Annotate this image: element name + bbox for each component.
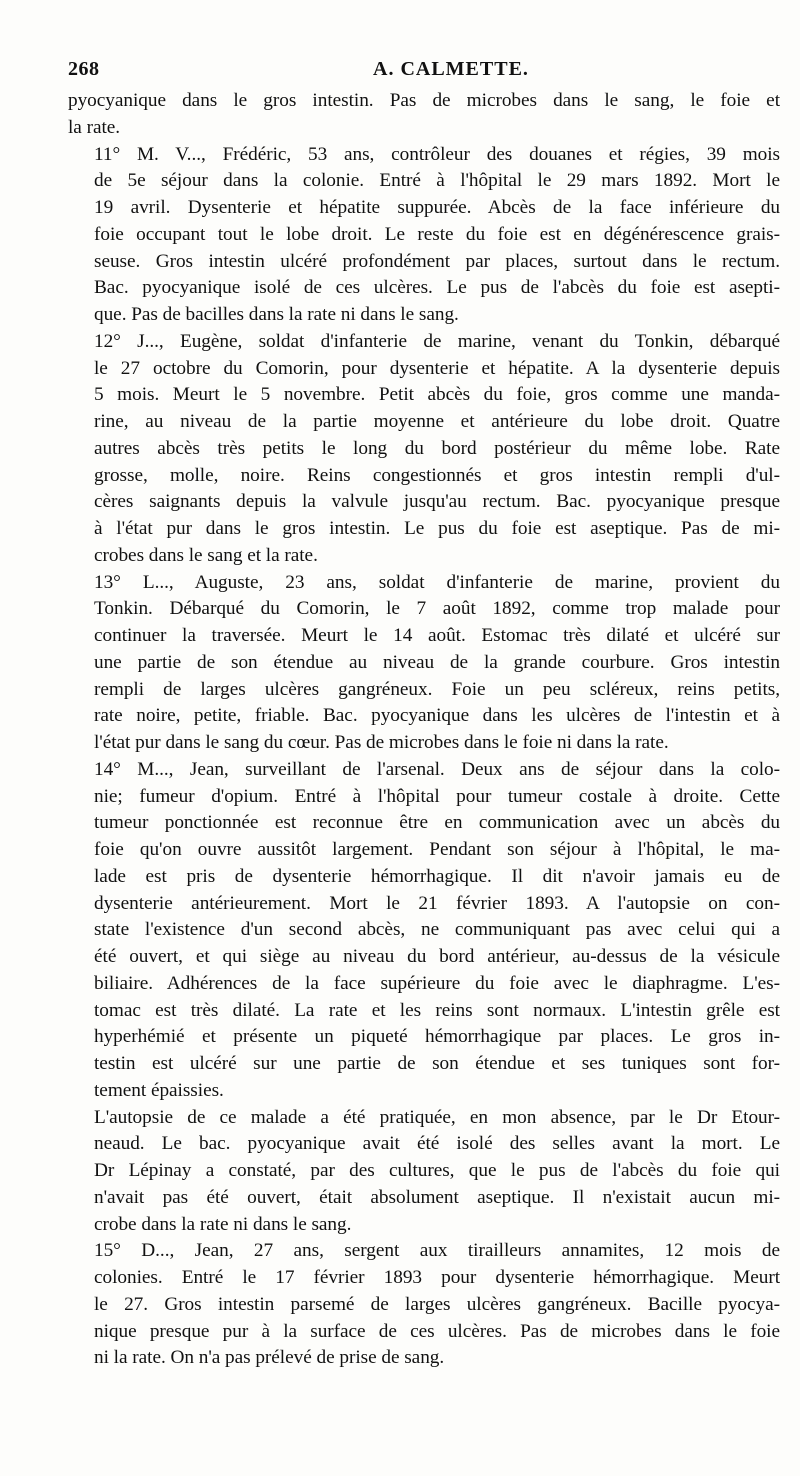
text-line: que. Pas de bacilles dans la rate ni dans le sang. <box>94 304 459 325</box>
text-line: neaud. Le bac. pyocyanique avait été isolé des selles avant la mort. Le <box>94 1133 780 1155</box>
text-line: 5 mois. Meurt le 5 novembre. Petit abcès du foie, gros comme une manda- <box>94 384 780 406</box>
text-line: le 27 octobre du Comorin, pour dysenterie et hépatite. A la dysenterie depuis <box>94 357 780 379</box>
text-line: rine, au niveau de la partie moyenne et antérieure du lobe droit. Quatre <box>94 411 780 432</box>
text-line: une partie de son étendue au niveau de la grande courbure. Gros intestin <box>94 651 780 673</box>
text-line: seuse. Gros intestin ulcéré profondément par places, surtout dans le rectum. <box>94 250 780 272</box>
text-line: nique presque pur à la surface de ces ulcères. Pas de microbes dans le foie <box>94 1320 780 1342</box>
text-line: lade est pris de dysenterie hémorrhagique. Il dit n'avoir jamais eu de <box>94 865 780 887</box>
text-line: n'avait pas été ouvert, était absolument aseptique. Il n'existait aucun mi- <box>94 1186 780 1208</box>
text-line: à l'état pur dans le gros intestin. Le pus du foie est aseptique. Pas de mi- <box>94 518 780 539</box>
body-text <box>68 88 780 1372</box>
text-line: state l'existence d'un second abcès, ne communiquant pas avec celui qui a <box>94 919 780 941</box>
text-line: tement épaissies. <box>94 1079 224 1101</box>
text-line: été ouvert, et qui siège au niveau du bord antérieur, au-dessus de la vésicule <box>94 946 780 967</box>
text-line: le 27. Gros intestin parsemé de larges ulcères gangréneux. Bacille pyocya- <box>94 1293 780 1315</box>
text-line: foie qu'on ouvre aussitôt largement. Pendant son séjour à l'hôpital, le ma- <box>94 839 780 860</box>
running-head: A. CALMETTE. <box>373 58 529 80</box>
text-line: 15° D..., Jean, 27 ans, sergent aux tirailleurs annamites, 12 mois de <box>94 1240 780 1262</box>
text-line: 13° L..., Auguste, 23 ans, soldat d'infanterie de marine, provient du <box>94 571 780 593</box>
page-number: 268 <box>68 58 100 80</box>
case-11-paragraph <box>68 142 780 329</box>
text-line: 19 avril. Dysenterie et hépatite suppurée. Abcès de la face inférieure du <box>94 197 780 218</box>
text-line: L'autopsie de ce malade a été pratiquée, en mon absence, par le Dr Etour- <box>94 1106 780 1128</box>
text-line: hyperhémié et présente un piqueté hémorrhagique par places. Le gros in- <box>94 1026 780 1048</box>
case-13-paragraph <box>68 570 780 757</box>
text-line: l'état pur dans le sang du cœur. Pas de microbes dans le foie ni dans la rate. <box>94 732 669 753</box>
text-line: autres abcès très petits le long du bord postérieur du même lobe. Rate <box>94 437 780 459</box>
text-line: 12° J..., Eugène, soldat d'infanterie de marine, venant du Tonkin, débarqué <box>94 330 780 352</box>
text-line: nie; fumeur d'opium. Entré à l'hôpital pour tumeur costale à droite. Cette <box>94 785 780 807</box>
text-line: grosse, molle, noire. Reins congestionnés et gros intestin rempli d'ul- <box>94 464 780 486</box>
text-line: continuer la traversée. Meurt le 14 août. Estomac très dilaté et ulcéré sur <box>94 625 780 646</box>
text-line: Bac. pyocyanique isolé de ces ulcères. Le pus de l'abcès du foie est asepti- <box>94 277 780 299</box>
text-line: pyocyanique dans le gros intestin. Pas de microbes dans le sang, le foie et <box>68 90 780 111</box>
text-line: biliaire. Adhérences de la face supérieure du foie avec le diaphragme. L'es- <box>94 972 780 994</box>
text-line: rempli de larges ulcères gangréneux. Foie un peu scléreux, reins petits, <box>94 678 780 700</box>
text-line: 11° M. V..., Frédéric, 53 ans, contrôleur des douanes et régies, 39 mois <box>94 143 780 165</box>
case-15-paragraph <box>68 1238 780 1372</box>
text-line: tumeur ponctionnée est reconnue être en communication avec un abcès du <box>94 812 780 834</box>
autopsy-note-paragraph <box>68 1105 780 1239</box>
text-line: ni la rate. On n'a pas prélevé de prise de sang. <box>94 1347 445 1369</box>
case-12-paragraph <box>68 329 780 570</box>
text-line: rate noire, petite, friable. Bac. pyocyanique dans les ulcères de l'intestin et à <box>94 705 780 727</box>
text-line: testin est ulcéré sur une partie de son étendue et ses tuniques sont for- <box>94 1053 780 1074</box>
paragraph-continuation <box>68 88 780 142</box>
text-line: Tonkin. Débarqué du Comorin, le 7 août 1892, comme trop malade pour <box>94 598 780 620</box>
text-line: la rate. <box>68 116 121 138</box>
text-line: Dr Lépinay a constaté, par des cultures, que le pus de l'abcès du foie qui <box>94 1160 780 1181</box>
text-line: 14° M..., Jean, surveillant de l'arsenal. Deux ans de séjour dans la colo- <box>94 758 780 780</box>
text-line: dysenterie antérieurement. Mort le 21 février 1893. A l'autopsie on con- <box>94 892 780 914</box>
text-line: cères saignants depuis la valvule jusqu'au rectum. Bac. pyocyanique presque <box>94 491 780 513</box>
text-line: foie occupant tout le lobe droit. Le reste du foie est en dégénérescence grais- <box>94 223 780 245</box>
page-header <box>68 52 760 86</box>
case-14-paragraph <box>68 757 780 1105</box>
text-line: colonies. Entré le 17 février 1893 pour dysenterie hémorrhagique. Meurt <box>94 1267 780 1288</box>
text-line: tomac est très dilaté. La rate et les reins sont normaux. L'intestin grêle est <box>94 999 780 1021</box>
text-line: crobe dans la rate ni dans le sang. <box>94 1213 352 1235</box>
text-line: de 5e séjour dans la colonie. Entré à l'hôpital le 29 mars 1892. Mort le <box>94 170 780 192</box>
text-line: crobes dans le sang et la rate. <box>94 544 318 566</box>
